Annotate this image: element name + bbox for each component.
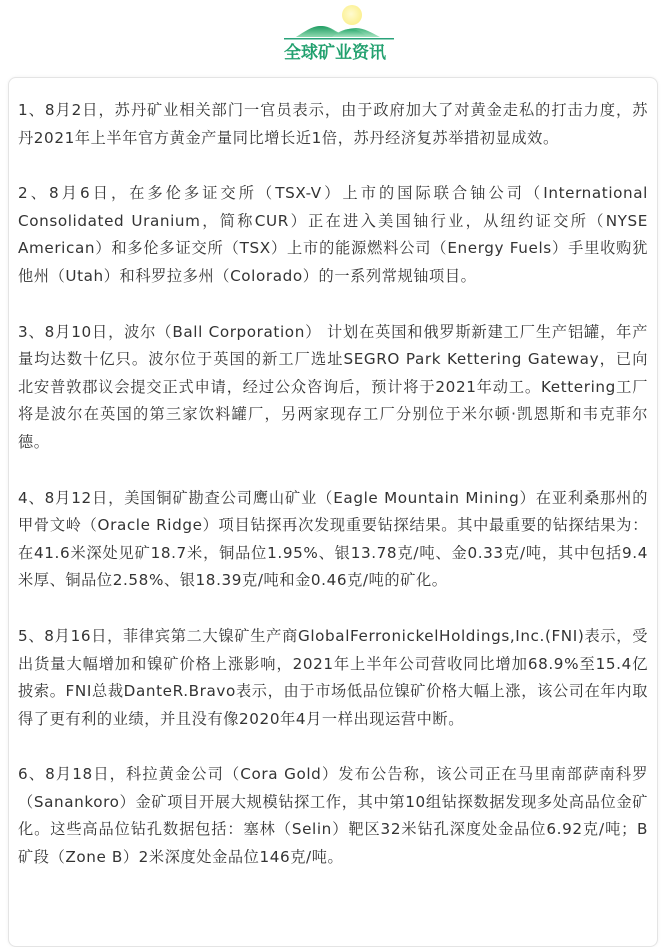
news-list [18, 97, 648, 900]
news-item-4: 4、8月12日，美国铜矿勘查公司鹰山矿业（Eagle Mountain Mining）在亚利桑那州的甲骨文岭（Oracle Ridge）项目钻探再次发现重要钻探结果。其中最重要的钻探结果为：在41.6米深处见矿18.7米，铜品位1.95%、银13.78克/吨、金0.33克/吨，其中包括9.4米厚、铜品位2.58%、银18.39克/吨和金0.46克/吨的矿化。 [18, 488, 648, 590]
news-item-1: 1、8月2日，苏丹矿业相关部门一官员表示，由于政府加大了对黄金走私的打击力度，苏丹2021年上半年官方黄金产量同比增长近1倍，苏丹经济复苏举措初显成效。 [18, 101, 648, 147]
news-item-3: 3、8月10日，波尔（Ball Corporation） 计划在英国和俄罗斯新建工厂生产铝罐，年产量均达数十亿只。波尔位于英国的新工厂选址SEGRO Park Kettering Gateway，已向北安普敦郡议会提交正式申请，经过公众咨询后，预计将于2021年动工。Kettering工厂将是波尔在英国的第三家饮料罐厂，另两家现存工厂分别位于米尔顿·凯恩斯和韦克菲尔德。 [18, 322, 648, 451]
news-item-2: 2、8月6日，在多伦多证交所（TSX-V）上市的国际联合铀公司（International Consolidated Uranium，简称CUR）正在进入美国铀行业，从纽约证交所（NYSE American）和多伦多证交所（TSX）上市的能源燃料公司（Energy Fuels）手里收购犹他州（Utah）和科罗拉多州（Colorado）的一系列常规铀项目。 [18, 184, 648, 285]
news-item-6: 6、8月18日，科拉黄金公司（Cora Gold）发布公告称，该公司正在马里南部萨南科罗（Sanankoro）金矿项目开展大规模钻探工作，其中第10组钻探数据发现多处高品位金矿化。这些高品位钻孔数据包括：塞林（Selin）靶区32米钻孔深度处金品位6.92克/吨；B矿段（Zone B）2米深度处金品位146克/吨。 [18, 765, 648, 867]
mountain-sun-logo-icon [284, 2, 394, 40]
page-title: 全球矿业资讯 [284, 43, 386, 63]
news-item-5: 5、8月16日，菲律宾第二大镍矿生产商GlobalFerronickelHoldings,Inc.(FNI)表示，受出货量大幅增加和镍矿价格上涨影响，2021年上半年公司营收同比增加68.9%至15.4亿披索。FNI总裁DanteR.Bravo表示，由于市场低品位镍矿价格大幅上涨，该公司在年内取得了更有利的业绩，并且没有像2020年4月一样出现运营中断。 [18, 626, 648, 728]
page-header [0, 0, 670, 72]
